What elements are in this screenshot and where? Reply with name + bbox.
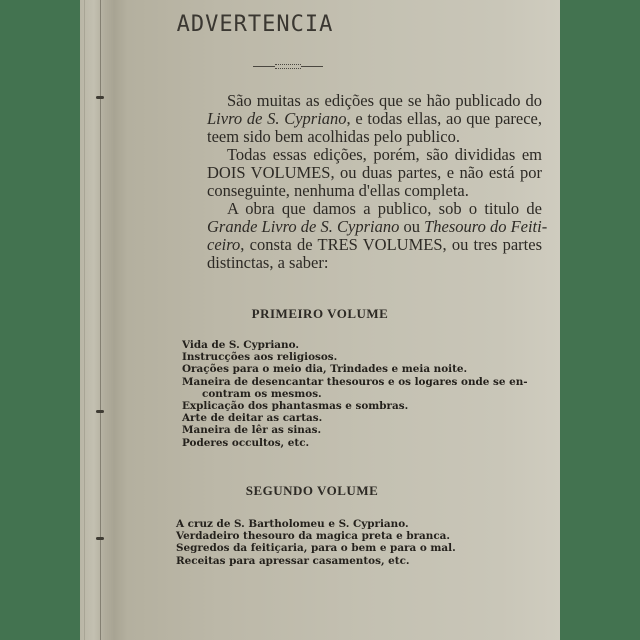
volume-content-item: A cruz de S. Bartholomeu e S. Cypriano. (176, 518, 409, 530)
volume-heading-segundo: SEGUNDO VOLUME (245, 483, 379, 498)
volume-content-item: Explicação dos phantasmas e sombras. (182, 400, 409, 413)
volume-content-item: Poderes occultos, etc. (182, 436, 310, 449)
intro-paragraph: Todas essas edições, porém, são divididas em DOIS VOLUMES, ou duas partes, e não está por conseguinte, nenhuma d'ellas completa. (207, 145, 542, 200)
volume-content-item: Maneira de desencantar thesouros e os logares onde se en- (182, 375, 528, 388)
volume-content-item: Arte de deitar as cartas. (182, 412, 323, 425)
volume-content-item: Orações para o meio dia, Trindades e meia noite. (182, 363, 468, 376)
binding-stitch (96, 410, 104, 413)
volume-contents-primeiro (182, 339, 542, 449)
intro-paragraph: São muitas as edições que se hão publicado do Livro de S. Cypriano, e todas ellas, ao que parece, teem sido bem acolhidas pelo publico. (207, 91, 542, 146)
volume-content-item: Maneira de lêr as sinas. (182, 424, 322, 437)
volume-content-item: Vida de S. Cypriano. (182, 339, 299, 351)
title-ornament-divider (253, 64, 323, 70)
volume-heading-primeiro: PRIMEIRO VOLUME (251, 306, 389, 321)
page-title: ADVERTENCIA (176, 12, 334, 37)
volume-contents-segundo (176, 518, 536, 567)
volume-content-item: Receitas para apressar casamentos, etc. (176, 554, 410, 567)
intro-paragraph: A obra que damos a publico, sob o titulo de Grande Livro de S. Cypriano ou Thesouro do Feiti- ceiro, consta de TRES VOLUMES, ou tres partes distinctas, a saber: (207, 199, 548, 272)
binding-stitch (96, 537, 104, 540)
right-frame-border (560, 0, 640, 640)
volume-content-item: Verdadeiro thesouro da magica preta e branca. (176, 530, 451, 543)
intro-text (187, 91, 548, 272)
volume-content-item: contram os mesmos. (202, 387, 322, 400)
binding-stitch (96, 96, 104, 99)
left-frame-border (0, 0, 80, 640)
volume-content-item: Instrucções aos religiosos. (182, 351, 338, 364)
volume-content-item: Segredos da feitiçaria, para o bem e para o mal. (176, 542, 456, 555)
